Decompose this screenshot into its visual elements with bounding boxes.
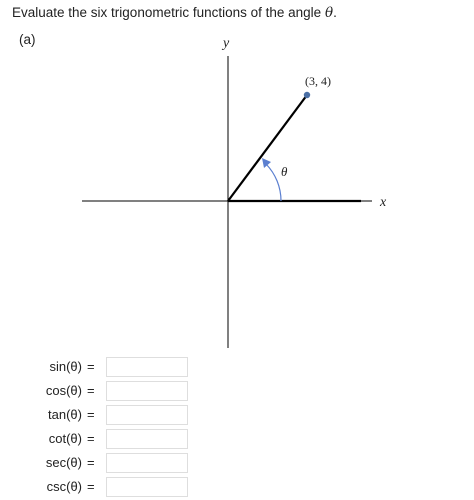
answer-row-sin (0, 357, 474, 379)
x-axis-label: x (380, 195, 387, 210)
equals-sign: = (87, 479, 95, 494)
angle-label: θ (281, 164, 288, 179)
sin-answer-input[interactable] (106, 357, 188, 377)
terminal-point (304, 92, 310, 98)
angle-arc (266, 164, 281, 201)
tan-answer-input[interactable] (106, 405, 188, 425)
point-label: (3, 4) (305, 74, 331, 88)
part-label: (a) (19, 32, 36, 47)
equals-sign: = (87, 407, 95, 422)
equals-sign: = (87, 431, 95, 446)
tan-label: tan(θ) (48, 407, 82, 422)
equals-sign: = (87, 359, 95, 374)
cos-label: cos(θ) (45, 383, 82, 398)
angle-arc-arrowhead (262, 158, 271, 168)
equals-sign: = (87, 383, 95, 398)
prompt-theta-symbol: θ (324, 5, 334, 21)
csc-label: csc(θ) (46, 479, 82, 494)
cos-answer-input[interactable] (106, 381, 188, 401)
y-axis-label: y (223, 36, 230, 51)
equals-sign: = (87, 455, 95, 470)
cot-answer-input[interactable] (106, 429, 188, 449)
answer-row-csc (0, 477, 474, 499)
answer-row-cos (0, 381, 474, 403)
prompt-period: . (333, 5, 337, 20)
sec-answer-input[interactable] (106, 453, 188, 473)
cot-label: cot(θ) (48, 431, 82, 446)
terminal-side (228, 95, 307, 201)
csc-answer-input[interactable] (106, 477, 188, 497)
answer-row-sec (0, 453, 474, 475)
sin-label: sin(θ) (49, 359, 82, 374)
prompt-text: Evaluate the six trigonometric functions of the angle (12, 5, 322, 20)
answer-row-cot (0, 429, 474, 451)
answer-row-tan (0, 405, 474, 427)
sec-label: sec(θ) (45, 455, 82, 470)
